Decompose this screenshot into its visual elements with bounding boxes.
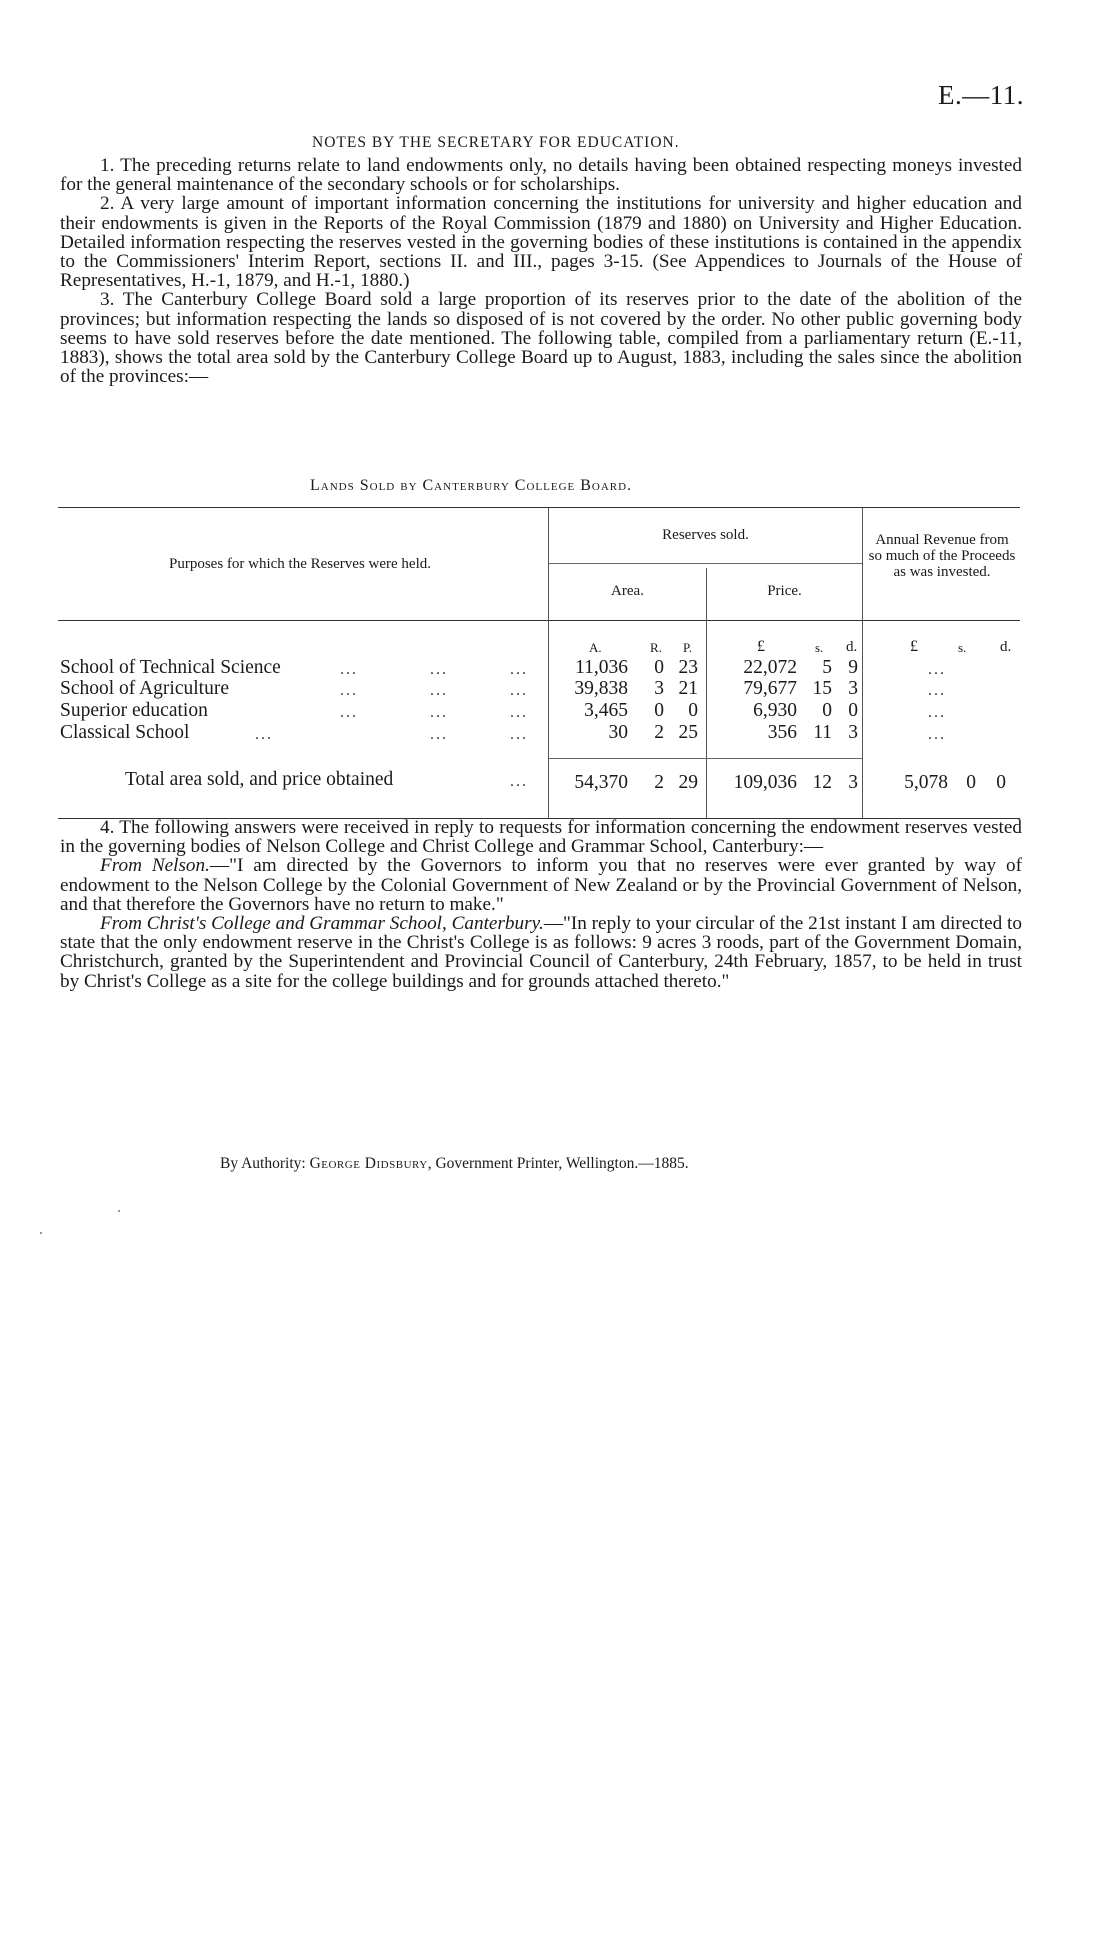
row-price-pounds: 22,072 [743,657,797,678]
row-price-shillings: 0 [822,700,832,721]
unit-price-shillings: s. [815,640,824,655]
row-price-pounds: 79,677 [743,678,797,699]
col-rule-price [862,508,863,818]
unit-revenue-shillings: s. [958,640,967,655]
row-area-perches: 25 [678,722,698,743]
unit-acres: A. [589,640,602,655]
total-revenue-pounds: 5,078 [904,772,948,793]
row-area-roods: 3 [654,678,664,699]
table-caption: Lands Sold by Canterbury College Board. [310,477,633,494]
unit-revenue-pounds: £ [910,638,918,655]
total-sum-rule [548,758,862,759]
reserves-subheader-rule [548,563,862,564]
total-price-pounds: 109,036 [733,772,797,793]
leader-dots: ... [430,704,448,721]
unit-price-pounds: £ [757,638,765,655]
row-area-roods: 0 [654,700,664,721]
unit-revenue-pence: d. [1000,639,1012,655]
row-price-pence: 3 [848,678,858,699]
header-reserves-sold: Reserves sold. [662,527,749,543]
unit-price-pence: d. [846,639,858,655]
leader-dots: ... [510,726,528,743]
leader-dots: ... [510,704,528,721]
reply-christs-college: From Christ's College and Grammar School, Canterbury.—"In reply to your circular of the 21st instant I am directed to state that the only endowment reserve in the Christ's College is as follows: 9 acres 3 roods, part of the Government Domain, Christchurch, granted by the Superintendent and Provincial Council of Canterbury, 24th February, 1857, to be held in trust by Christ's College as a site for the college buildings and for grounds attached thereto." [60,913,1022,992]
row-purpose: Classical School [60,722,190,743]
row-area-perches: 23 [678,657,698,678]
row-purpose: School of Agriculture [60,678,229,699]
header-area: Area. [611,583,644,599]
leader-dots: ... [255,726,273,743]
row-purpose: Superior education [60,700,208,721]
notes-paragraphs-bottom [60,818,1022,991]
row-area-roods: 2 [654,722,664,743]
scan-speck [40,1232,42,1234]
scan-speck [118,1210,120,1212]
total-area-acres: 54,370 [574,772,628,793]
leader-dots: ... [430,682,448,699]
total-revenue-shillings: 0 [966,772,976,793]
total-price-pence: 3 [848,772,858,793]
table-top-rule [58,507,1020,508]
leader-dots: ... [430,661,448,678]
total-area-roods: 2 [654,772,664,793]
unit-roods: R. [650,640,662,655]
row-revenue: ... [928,661,946,678]
leader-dots: ... [430,726,448,743]
row-revenue: ... [928,704,946,721]
paragraph-3: 3. The Canterbury College Board sold a large proportion of its reserves prior to the date of the abolition of the provinces; but information respecting the lands so disposed of is not covered by the order. No other public governing body seems to have sold reserves before the date mentioned. The following table, compiled from a parliamentary return (E.-11, 1883), shows the total area sold by the Canterbury College Board up to August, 1883, including the sales since the abolition of the provinces:— [60,289,1022,388]
col-rule-area [706,568,707,818]
row-price-shillings: 15 [812,678,832,699]
row-revenue: ... [928,726,946,743]
leader-dots: ... [510,661,528,678]
row-price-shillings: 11 [813,722,832,743]
row-price-pounds: 356 [767,722,797,743]
leader-dots: ... [340,661,358,678]
row-purpose: School of Technical Science [60,657,281,678]
leader-dots: ... [340,704,358,721]
reply-source: From Christ's College and Grammar School, Canterbury. [100,913,544,935]
header-purposes: Purposes for which the Reserves were held. [168,556,431,572]
unit-perches: P. [683,640,693,655]
total-price-shillings: 12 [812,772,832,793]
printer-name: George Didsbury [309,1155,428,1172]
row-area-roods: 0 [654,657,664,678]
notes-paragraphs-top [60,156,1022,386]
row-area-acres: 30 [608,722,628,743]
row-area-acres: 11,036 [575,657,628,678]
paragraph-2: 2. A very large amount of important information concerning the institutions for university and higher education and their endowments is given in the Reports of the Royal Commission (1879 and 1880) on University and Higher Education. Detailed information respecting the reserves vested in the governing bodies of these institutions is contained in the appendix to the Commissioners' Interim Report, sections II. and III., pages 3-15. (See Appendices to Journals of the House of Representatives, H.-1, 1879, and H.-1, 1880.) [60,193,1022,292]
row-price-pounds: 6,930 [753,700,797,721]
row-area-perches: 0 [688,700,698,721]
row-price-shillings: 5 [822,657,832,678]
reply-source: From Nelson. [100,855,210,877]
total-area-perches: 29 [678,772,698,793]
row-area-acres: 3,465 [584,700,628,721]
header-price: Price. [767,583,802,599]
header-bottom-rule [58,620,1020,621]
row-price-pence: 0 [848,700,858,721]
reply-nelson: From Nelson.—"I am directed by the Governors to inform you that no reserves were ever granted by way of endowment to the Nelson College by the Colonial Government of New Zealand or by the Provincial Government of Nelson, and that therefore the Governors have no return to make." [60,855,1022,915]
leader-dots: ... [510,682,528,699]
notes-heading: NOTES BY THE SECRETARY FOR EDUCATION. [312,134,680,151]
row-area-acres: 39,838 [574,678,628,699]
printer-imprint: By Authority: George Didsbury, Government Printer, Wellington.—1885. [220,1155,689,1172]
row-price-pence: 3 [848,722,858,743]
leader-dots: ... [510,773,528,790]
col-rule-purpose [548,508,549,818]
total-label: Total area sold, and price obtained [125,769,394,790]
page-identifier: E.—11. [938,80,1024,110]
row-price-pence: 9 [848,657,858,678]
leader-dots: ... [340,682,358,699]
header-annual-revenue: Annual Revenue from so much of the Proceeds as was invested. [868,532,1016,580]
total-revenue-pence: 0 [996,772,1006,793]
paragraph-4: 4. The following answers were received in reply to requests for information concerning the endowment reserves vested in the governing bodies of Nelson College and Christ College and Grammar School, Canterbury:— [60,817,1022,858]
row-area-perches: 21 [678,678,698,699]
row-revenue: ... [928,682,946,699]
paragraph-1: 1. The preceding returns relate to land endowments only, no details having been obtained respecting moneys invested for the general maintenance of the secondary schools or for scholarships. [60,155,1022,196]
